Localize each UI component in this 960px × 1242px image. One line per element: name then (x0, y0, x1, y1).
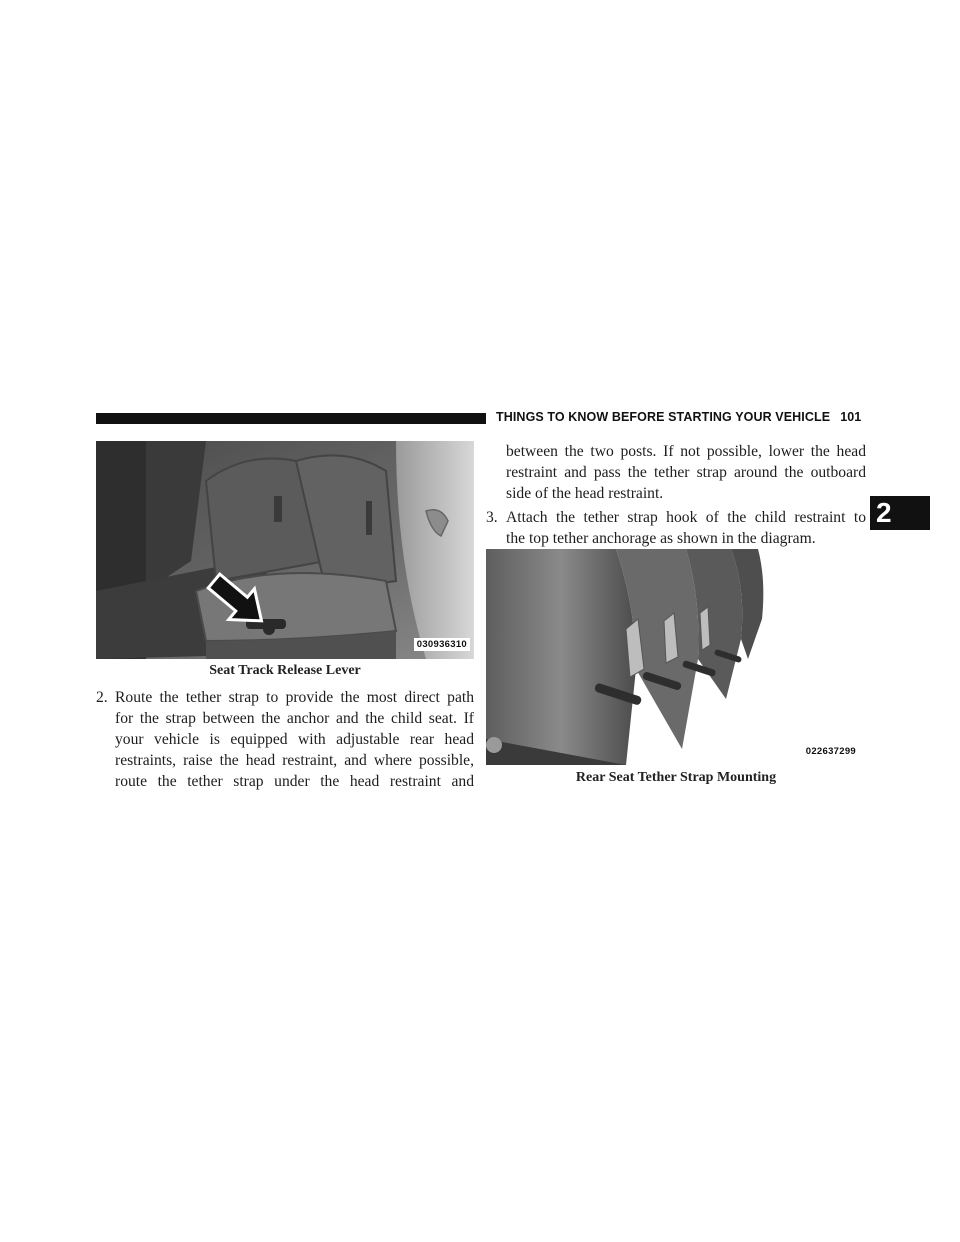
header-rule (96, 413, 486, 424)
step-2-line: restraints, raise the head restraint, and where possible, (115, 752, 474, 769)
figure-caption: Seat Track Release Lever (209, 663, 361, 678)
step-2-continued-paragraph (506, 441, 866, 504)
figure-code: 030936310 (414, 638, 470, 651)
step-2-line: Route the tether strap to provide the most direct path (115, 689, 474, 706)
section-title: THINGS TO KNOW BEFORE STARTING YOUR VEHICLE (496, 410, 831, 424)
step-2-line: your vehicle is equipped with adjustable rear head (115, 731, 474, 748)
step-2-line: for the strap between the anchor and the child seat. If (115, 710, 474, 727)
page-number: 101 (840, 410, 862, 424)
step-2-continued-line: side of the head restraint. (506, 485, 664, 502)
step-2-paragraph (96, 687, 474, 792)
chapter-tab: 2 (870, 496, 930, 530)
figure-code: 022637299 (805, 746, 856, 757)
step-3-line: the top tether anchorage as shown in the diagram. (506, 530, 816, 547)
step-number: 3. (486, 509, 498, 526)
rear-seat-tether-strap-mounting-photo (486, 549, 866, 765)
step-2-continued-line: between the two posts. If not possible, lower the head (506, 443, 866, 460)
step-2-continued-line: restraint and pass the tether strap around the outboard (506, 464, 866, 481)
step-2-line: route the tether strap under the head restraint and (115, 773, 474, 790)
step-number: 2. (96, 689, 108, 706)
step-3-paragraph (486, 507, 866, 549)
running-header (496, 410, 861, 424)
seat-track-release-lever-photo (96, 441, 474, 659)
figure-caption: Rear Seat Tether Strap Mounting (575, 770, 777, 785)
step-3-line: Attach the tether strap hook of the child restraint to (506, 509, 866, 526)
